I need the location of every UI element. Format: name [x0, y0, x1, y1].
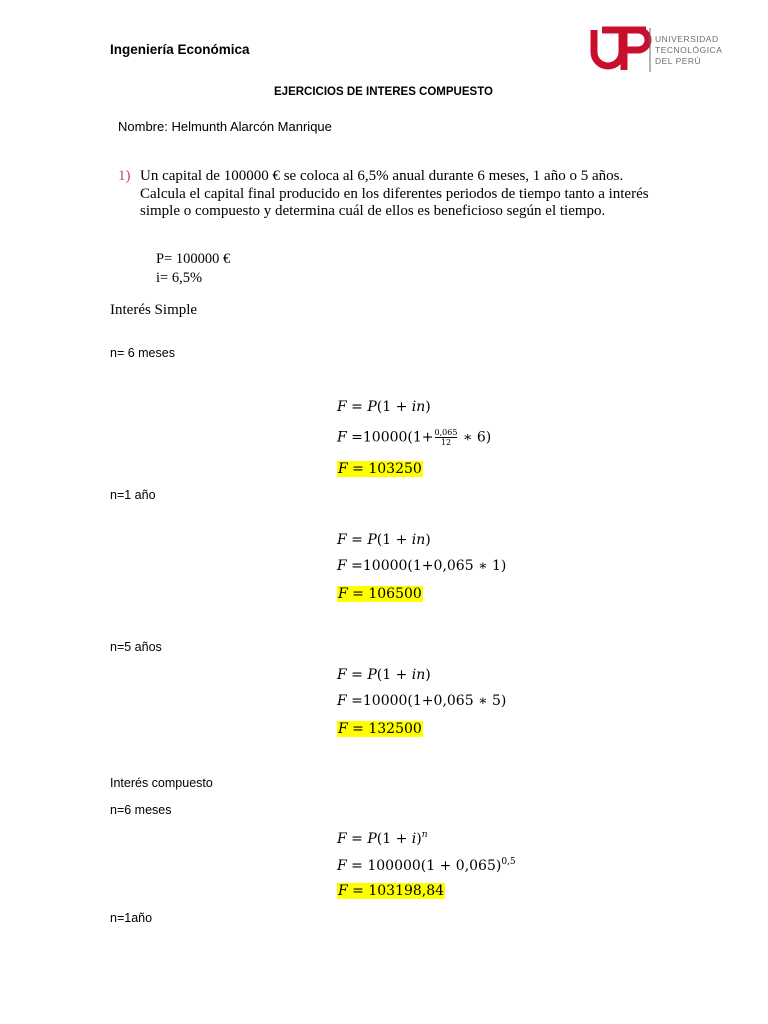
formula-substitution: 𝐹 =10000(1+0,065 ∗ 1) — [337, 558, 507, 574]
formula-result — [337, 883, 445, 899]
formula-substitution: 𝐹 =10000(1+0,065 ∗ 5) — [337, 693, 507, 709]
formula-base: 𝐹 = 𝑃(1 + 𝑖𝑛) — [337, 667, 431, 683]
formula-exponent: 𝑛 — [421, 830, 428, 840]
formula-substitution — [337, 857, 516, 874]
formula-result — [337, 461, 423, 477]
document-title: EJERCICIOS DE INTERES COMPUESTO — [274, 86, 493, 98]
section-compound-interest: Interés compuesto — [110, 776, 213, 790]
university-name — [655, 34, 722, 67]
formula-result — [337, 721, 423, 737]
case-label: n=5 años — [110, 640, 162, 654]
course-name: Ingeniería Económica — [110, 42, 250, 57]
problem-number: 1) — [118, 168, 131, 184]
section-simple-interest: Interés Simple — [110, 302, 198, 318]
formula-base-text: 𝐹 = 𝑃(1 + 𝑖) — [337, 831, 422, 847]
logo-line-2: TECNOLÓGICA — [655, 45, 723, 55]
formula-result — [337, 586, 423, 602]
logo-line-3: DEL PERÚ — [655, 56, 702, 66]
case-label: n=6 meses — [110, 803, 172, 817]
case-label: n=1 año — [110, 488, 156, 502]
result-highlight: 𝐹 = 132500 — [338, 721, 422, 737]
formula-prefix: 𝐹 =10000(1+ — [337, 429, 434, 446]
student-name: Nombre: Helmunth Alarcón Manrique — [118, 119, 332, 134]
formula-sub-text: 𝐹 = 100000(1 + 0,065) — [337, 858, 502, 874]
fraction-numerator: 0,065 — [434, 428, 458, 437]
formula-substitution — [337, 428, 491, 447]
formula-base: 𝐹 = 𝑃(1 + 𝑖𝑛) — [337, 532, 431, 548]
case-label: n= 6 meses — [110, 346, 175, 360]
formula-exponent: 0,5 — [501, 857, 516, 867]
formula-base — [337, 830, 428, 847]
logo-line-1: UNIVERSIDAD — [655, 34, 719, 44]
fraction-denominator: 12 — [440, 438, 452, 447]
case-label: n=1año — [110, 911, 153, 925]
problem-text: Un capital de 100000 € se coloca al 6,5% anual durante 6 meses, 1 año o 5 años. Calcula el capital final producido en los diferentes periodos de tiempo tanto a interés simple o compuesto y determina cuál de ellos es beneficioso según el tiempo. — [140, 168, 649, 219]
fraction — [435, 428, 458, 447]
result-highlight: 𝐹 = 106500 — [338, 586, 422, 602]
result-highlight: 𝐹 = 103198,84 — [338, 883, 445, 899]
formula-base: 𝐹 = 𝑃(1 + 𝑖𝑛) — [337, 399, 431, 415]
given-rate: i= 6,5% — [156, 270, 203, 286]
result-highlight: 𝐹 = 103250 — [338, 461, 422, 477]
formula-suffix: ∗ 6) — [458, 429, 492, 446]
given-principal: P= 100000 € — [156, 251, 231, 267]
